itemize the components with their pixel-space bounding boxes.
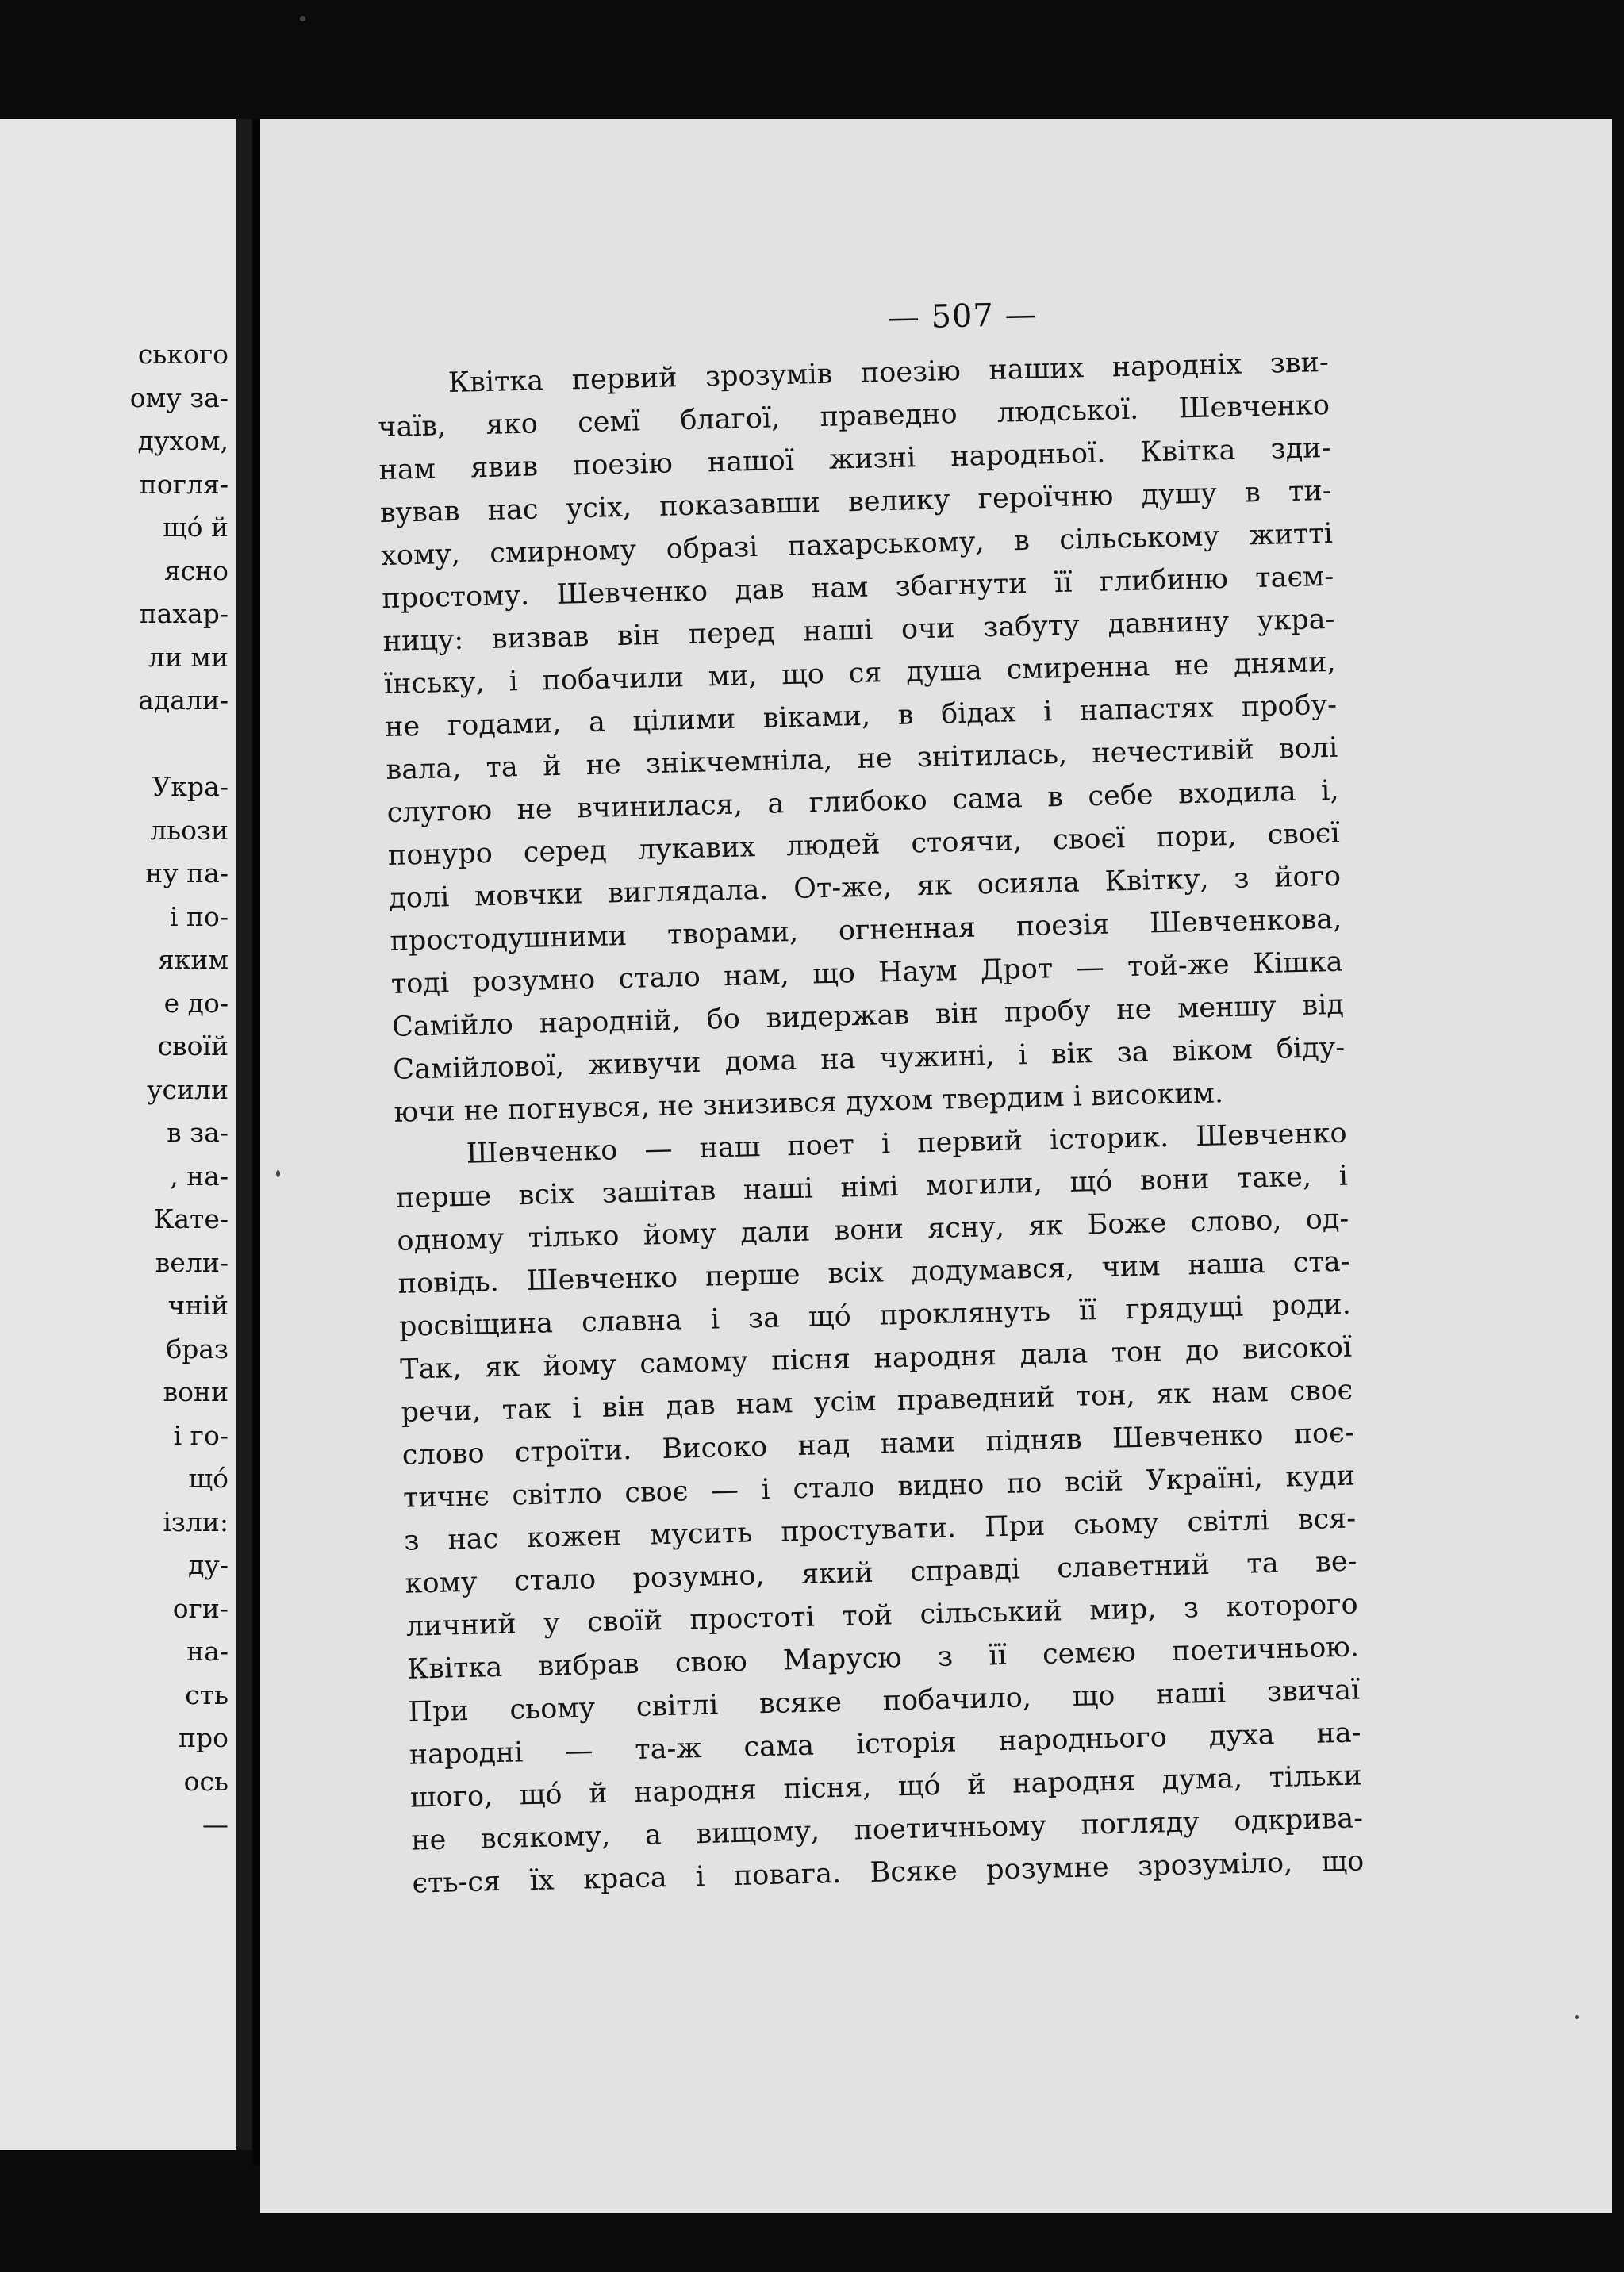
text-line: перше всіх зашітав наші німі могили, щó вони таке, і (395, 1160, 1349, 1215)
previous-page-line: ясно (163, 555, 228, 586)
previous-page-line: оги- (172, 1592, 228, 1624)
previous-page-line: ну па- (145, 858, 228, 888)
previous-page-line: льози (150, 814, 228, 846)
dust-speck (276, 1170, 280, 1177)
text-line: вував нас усіх, показавши велику героїчню душу в ти- (379, 474, 1333, 530)
text-line: хому, смирному образі пахарському, в сільському житті (380, 517, 1334, 573)
text-line: тоді розумно стало нам, що Наум Дрот — той-же Кішка (390, 946, 1344, 1000)
previous-page-line: ому за- (129, 382, 228, 413)
previous-page-line: ду- (188, 1549, 228, 1580)
text-line: Самійлової, живучи дома на чужині, і вік за віком біду- (392, 1031, 1346, 1086)
text-line: Шевченко — наш поет і первий історик. Шевченко (466, 1117, 1348, 1170)
previous-page-line: — (202, 1809, 228, 1840)
text-line: народні — та-ж сама історія народнього духа на- (409, 1717, 1361, 1771)
previous-page-line: щó (188, 1463, 228, 1494)
text-line: личний у своїй простоті той сільський мир, з которого (405, 1588, 1359, 1643)
previous-page-line: яким (157, 944, 228, 975)
page-divider (252, 119, 260, 2166)
previous-page-line: пахар- (139, 598, 228, 629)
previous-page-fragment (0, 119, 236, 2150)
text-line: шого, щó й народня пісня, щó й народня дума, тільки (409, 1760, 1363, 1814)
previous-page-line (0, 723, 228, 766)
text-line: ницу: визвав він перед наші очи забуту давнину укра- (382, 603, 1335, 658)
text-line: Квітка первий зрозумів поезію наших народніх зви- (447, 346, 1330, 400)
text-line: Квітка вибрав свою Марусю з її семєю поетичньою. (406, 1631, 1360, 1686)
previous-page-line: адали- (138, 685, 228, 716)
previous-page-line: Кате- (153, 1203, 228, 1234)
text-line: понуро серед лукавих людей стоячи, своєї пори, своєї (387, 817, 1341, 873)
previous-page-line: ського (137, 339, 228, 370)
text-line: повідь. Шевченко перше всіх додумався, чим наша ста- (397, 1245, 1350, 1300)
text-line: росвіщина славна і за щó проклянуть її грядущі роди. (398, 1288, 1352, 1343)
text-line: чаїв, яко семї благої, праведно людської. Шевченко (377, 389, 1330, 444)
text-line: слово строїти. Високо над нами підняв Шевченко поє- (401, 1417, 1354, 1472)
previous-page-line: усили (147, 1073, 228, 1105)
previous-page-line: і по- (169, 900, 228, 932)
previous-page-text (0, 333, 228, 1847)
previous-page-line: про (179, 1722, 228, 1753)
text-line: нам явив поезію нашої жизні народньої. Квітка зди- (378, 432, 1331, 487)
text-line: єть-ся їх краса і повага. Всяке розумне зрозуміло, що (412, 1845, 1365, 1900)
previous-page-line: е до- (163, 987, 228, 1019)
previous-page-line: вели- (155, 1246, 228, 1278)
text-line: з нас кожен мусить простувати. При сьому світлі вся- (403, 1503, 1357, 1557)
previous-page-line: щó й (162, 512, 228, 543)
previous-page-line: ось (183, 1765, 228, 1797)
previous-page-line: ли ми (148, 641, 228, 673)
previous-page-line: і го- (173, 1419, 228, 1451)
previous-page-line: сть (185, 1679, 228, 1710)
text-line: не годами, а цілими віками, в бідах і напастях пробу- (384, 689, 1338, 744)
previous-page-line: на- (186, 1636, 228, 1667)
dust-speck (1575, 2015, 1579, 2019)
text-line: простодушними творами, огненная поезія Шевченкова, (390, 903, 1342, 958)
text-line: не всякому, а вищому, поетичньому погляду одкрива- (410, 1802, 1364, 1857)
page-content (276, 119, 1612, 2213)
text-line: речи, так і він дав нам усім праведний тон, як нам своє (401, 1374, 1353, 1429)
previous-page-line: погля- (139, 468, 228, 500)
previous-page-line: , на- (170, 1160, 228, 1192)
gutter-shadow (236, 119, 252, 2150)
current-page (260, 119, 1612, 2213)
previous-page-line: духом, (137, 425, 228, 456)
text-line: слугою не вчинилася, а глибоко сама в себе входила і, (386, 774, 1339, 830)
previous-page-line: Укра- (152, 771, 228, 802)
text-line: Так, як йому самому пісня народня дала тон до високої (399, 1331, 1353, 1386)
text-line: вала, та й не знікчемніла, не знітилась, нечестивій волі (386, 731, 1338, 787)
text-line: кому стало розумно, який справді славетний та ве- (405, 1545, 1357, 1600)
previous-page-line: ізли: (163, 1506, 228, 1537)
previous-page-line: в за- (167, 1117, 228, 1148)
previous-page-line: своїй (157, 1030, 228, 1061)
text-line: Самійло народній, бо видержав він пробу не меншу від (391, 988, 1345, 1043)
text-line: одному тілько йому дали вони ясну, як Боже слово, од- (397, 1203, 1349, 1257)
text-line: долі мовчки виглядала. От-же, як осияла Квітку, з його (388, 860, 1342, 915)
text-line: тичнє світло своє — і стало видно по всій Україні, куди (402, 1460, 1356, 1514)
previous-page-line: браз (166, 1333, 228, 1364)
text-line: їнську, і побачили ми, що ся душа смиренна не днями, (383, 646, 1337, 701)
body-text (376, 341, 1364, 1905)
previous-page-line: чній (167, 1290, 228, 1321)
text-line: простому. Шевченко дав нам збагнути її глибиню таєм- (381, 560, 1334, 616)
text-line: При сьому світлі всяке побачило, що наші звичаї (408, 1674, 1361, 1729)
previous-page-line: вони (163, 1376, 228, 1407)
dust-speck (300, 16, 305, 21)
text-line: ючи не погнувся, не знизився духом твердим і високим. (394, 1077, 1224, 1129)
page-number: — 507 — (887, 296, 1039, 336)
